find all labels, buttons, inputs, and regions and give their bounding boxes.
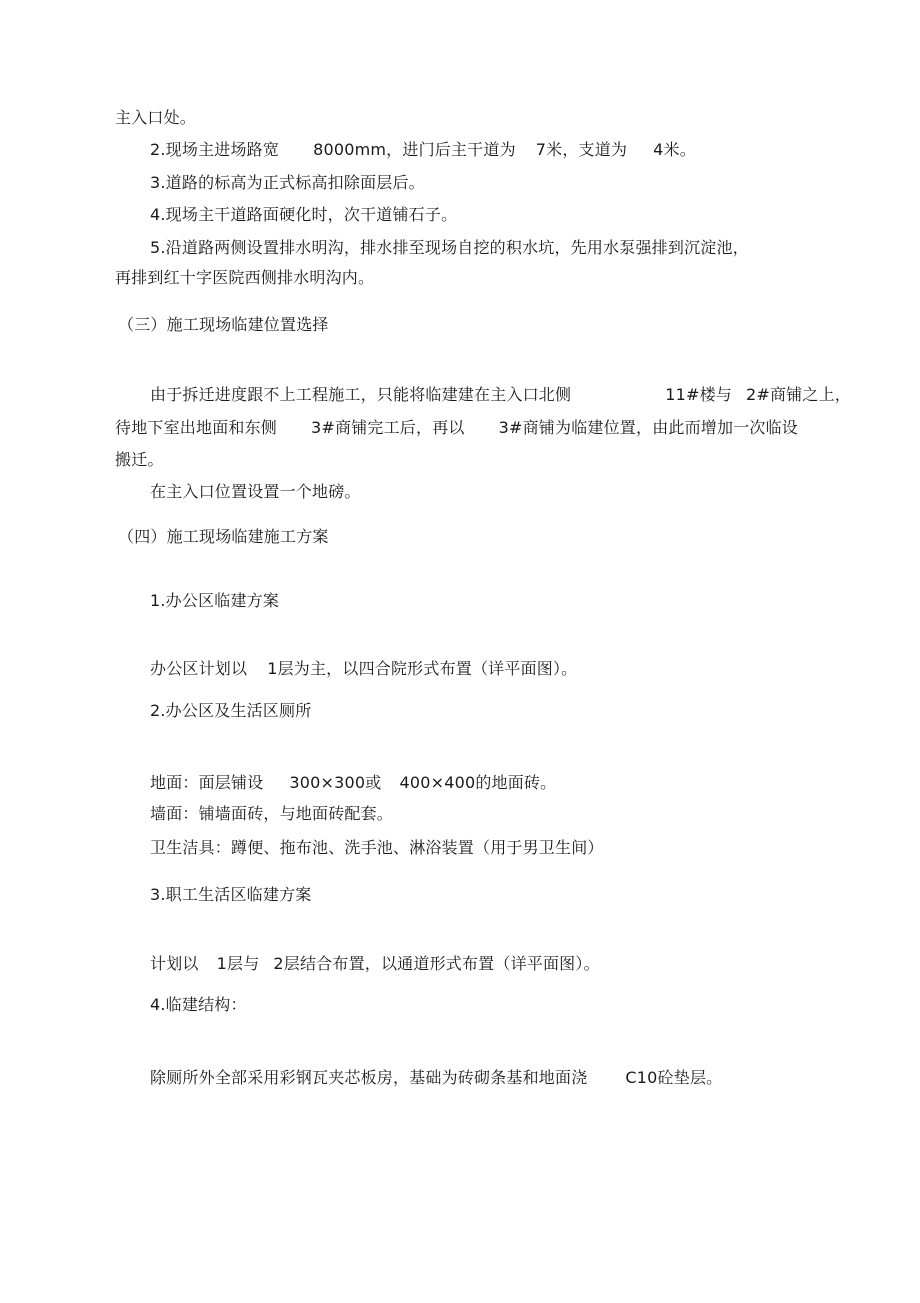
text-line [150,238,749,258]
text-line [150,173,425,193]
line-text: 4米。 [653,140,696,159]
paragraph-line [150,385,851,405]
paragraph-line [150,659,577,679]
subsection-title [150,995,247,1015]
paragraph-line [115,418,798,438]
line-text: 计划以 [150,954,199,973]
heading-text: （四）施工现场临建施工方案 [118,527,329,546]
line-text: C10砼垫层。 [625,1068,723,1087]
subsection-title [150,885,311,905]
line-text: 8000mm，进门后主干道为 [313,140,516,159]
line-text: 2.现场主进场路宽 [150,140,280,159]
line-text: 3.道路的标高为正式标高扣除面层后。 [150,173,425,192]
line-text: 墙面：铺墙面砖，与地面砖配套。 [150,804,394,823]
line-text: 由于拆迁进度跟不上工程施工，只能将临建建在主入口北侧 [150,385,572,404]
line-text: 3#商铺完工后，再以 [311,418,465,437]
line-text: 1层为主，以四合院形式布置（详平面图）。 [267,659,578,678]
title-text: 1.办公区临建方案 [150,591,280,610]
line-text: 在主入口位置设置一个地磅。 [150,482,361,501]
line-text: 办公区计划以 [150,659,248,678]
line-text: 300×300或 [289,773,382,792]
subsection-title [150,701,311,721]
title-text: 4.临建结构： [150,995,247,1014]
title-text: 2.办公区及生活区厕所 [150,701,312,720]
text-line [115,268,374,288]
subsection-title [150,591,279,611]
line-text: 搬迁。 [115,450,164,469]
line-text: 4.现场主干道路面硬化时，次干道铺石子。 [150,205,458,224]
paragraph-line [150,838,604,858]
text-line [150,205,457,225]
section-heading [118,315,329,335]
title-text: 3.职工生活区临建方案 [150,885,312,904]
line-text: 400×400的地面砖。 [399,773,557,792]
paragraph-line [150,804,393,824]
line-text: 7米，支道为 [535,140,628,159]
line-text: 除厕所外全部采用彩钢瓦夹芯板房，基础为砖砌条基和地面浇 [150,1068,588,1087]
text-line [115,108,196,128]
paragraph-line [150,773,556,793]
line-text: 待地下室出地面和东侧 [115,418,278,437]
line-text: 2层结合布置，以通道形式布置（详平面图）。 [273,954,600,973]
line-text: 地面：面层铺设 [150,773,264,792]
line-text: 主入口处。 [115,108,197,127]
paragraph-line [115,450,164,470]
line-text: 5.沿道路两侧设置排水明沟，排水排至现场自挖的积水坑，先用水泵强排到沉淀池， [150,238,749,257]
paragraph-line [150,954,600,974]
section-heading [118,527,329,547]
paragraph-line [150,482,361,502]
line-text: 卫生洁具：蹲便、拖布池、洗手池、淋浴装置（用于男卫生间） [150,838,604,857]
line-text: 3#商铺为临建位置，由此而增加一次临设 [498,418,798,437]
paragraph-line [150,1068,722,1088]
line-text: 11#楼与 [665,385,732,404]
line-text: 2#商铺之上， [745,385,851,404]
text-line-road-width [150,140,696,160]
line-text: 再排到红十字医院西侧排水明沟内。 [115,268,375,287]
line-text: 1层与 [216,954,260,973]
heading-text: （三）施工现场临建位置选择 [118,315,329,334]
